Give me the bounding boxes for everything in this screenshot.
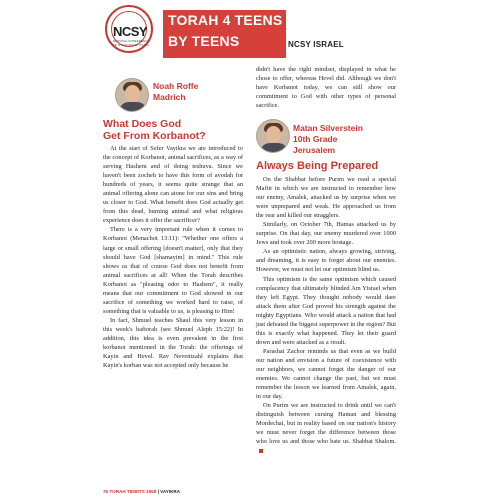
logo-ring [105,5,153,53]
parsha-name: VAYIKRA [160,489,181,494]
article2-body [256,175,396,455]
article1-paragraph: At the start of Sefer Vayikra we are introduced to the concept of Korbanot, animal sacrifices, as a way of serving Hashem and of doing teshuva. Since we haven't been zocheh to have this form of avodah for hundreds of years, it seems quite strange that an animal offering alone can atone for our sins and bring us closer to God. What benefit does God actually get from this dead, burning animal and what religious experience does it offer the sacrificer? [103,145,243,225]
avatar-face [266,126,281,143]
page-number: 76 [103,489,109,494]
logo-small-text: NATIONAL CONFERENCE OF SYNAGOGUE YOUTH [112,39,150,47]
article2-paragraph: Parashat Zachor reminds us that even as we build our nation and envision a future of coexistence with our neighbors, we cannot forget the danger of our enemies. We cannot change the past, but we must remember the lesson we learned from Amalek, again, in our day. [256,347,396,401]
footer-separator: | [157,489,159,494]
article2-paragraph: This optimism is the same optimism which caused complacency that ultimately blinded Am Yisrael when they left Egypt. They thought nobody would dare attack them after God proved his strength against the mighty Egyptians. Who would attack a nation that had just defeated the biggest superpower in the region? But this is exactly what happened. They let their guard down and were attacked as a result. [256,275,396,346]
article2-title: Always Being Prepared [256,160,379,172]
author-photo-matan [256,119,290,153]
article1-title-line2: Get From Korbanot? [103,130,206,142]
article2-paragraph: As an optimistic nation, always growing, striving, and dreaming, it is easy to forget about our enemies. However, we must not let our optimism blind us. [256,248,396,274]
header-title-line2: BY TEENS [168,33,240,49]
article1-paragraph: In fact, Shmuel teaches Shaul this very lesson in this week's haftorah (see Shmuel Aleph 15:22)! In addition, this idea is even prevalent in the first korbanot mentioned in the Torah: the offerings of Kayin and Hevel. Rav Neventzahl explains that Kayin's korban was not accepted only because he [103,316,243,370]
article2-author-grade: 10th Grade [293,134,338,144]
end-mark-icon [259,449,263,453]
avatar-shirt [260,143,288,153]
article1-paragraph: There is a very important rule when it comes to Korbanot (Menachot 13:11): "Whether one offers a large or small offering [doesn't matter], only that they should have God [shamayim] in mind." This rule shows us that of course God does not benefit from animal sacrifices at all! When the Torah describes Korbanot as "pleasing odor to Hashem", it really means that our commitment to God showed in our sacrifice of something we worked hard to raise, of something that is valuable to us, is pleasing to Him! [103,226,243,315]
article2-paragraph: Similarly, on October 7th, Hamas attacked us by surprise. On that day, our enemy murdered over 1000 Jews and took over 200 more hostage. [256,221,396,247]
article1-title-line1: What Does God [103,118,182,130]
article2-paragraph [256,401,396,455]
article1-author-city: Madrich [153,92,186,102]
author-photo-noah [115,78,149,112]
article2-author-city: Jerusalem [293,145,336,155]
ncsy-logo [99,3,159,59]
header-title-line1: TORAH 4 TEENS [168,12,283,28]
page-footer [103,489,180,494]
avatar-face [125,85,140,102]
article2-last-paragraph-text: On Purim we are instructed to drink until we can't distinguish between cursing Haman and blessing Mordechai, but in reality based on our nation's history we must never forget the difference between those who love us and those who hate us. Shabbat Shalom. [256,402,396,446]
article1-author-name: Noah Roffe [153,81,199,91]
article1-body-col1 [103,144,243,370]
article2-author-name: Matan Silverstein [293,123,363,133]
logo-text: NCSY [112,24,148,39]
publication-name: TORAH TIDBITS 1558 [109,489,157,494]
avatar-shirt [119,102,147,112]
article2-paragraph: On the Shabbat before Purim we read a special Maftir in which we are instructed to remember how our enemy, Amalek, attacked us by surprise when we were unprepared and weak. He approached us from the rear and killed our stragglers. [256,176,396,220]
article1-body-col2 [256,65,396,110]
header-subtitle: NCSY ISRAEL [288,40,344,49]
article1-paragraph: didn't have the right mindset, displayed in what he chose to offer, whereas Hevel did. Although we don't have Korbanot today, we can still show our commitment to God with other types of personal sacrifice. [256,66,396,110]
logo-inner-ring [111,11,150,47]
article1-title [103,118,206,142]
